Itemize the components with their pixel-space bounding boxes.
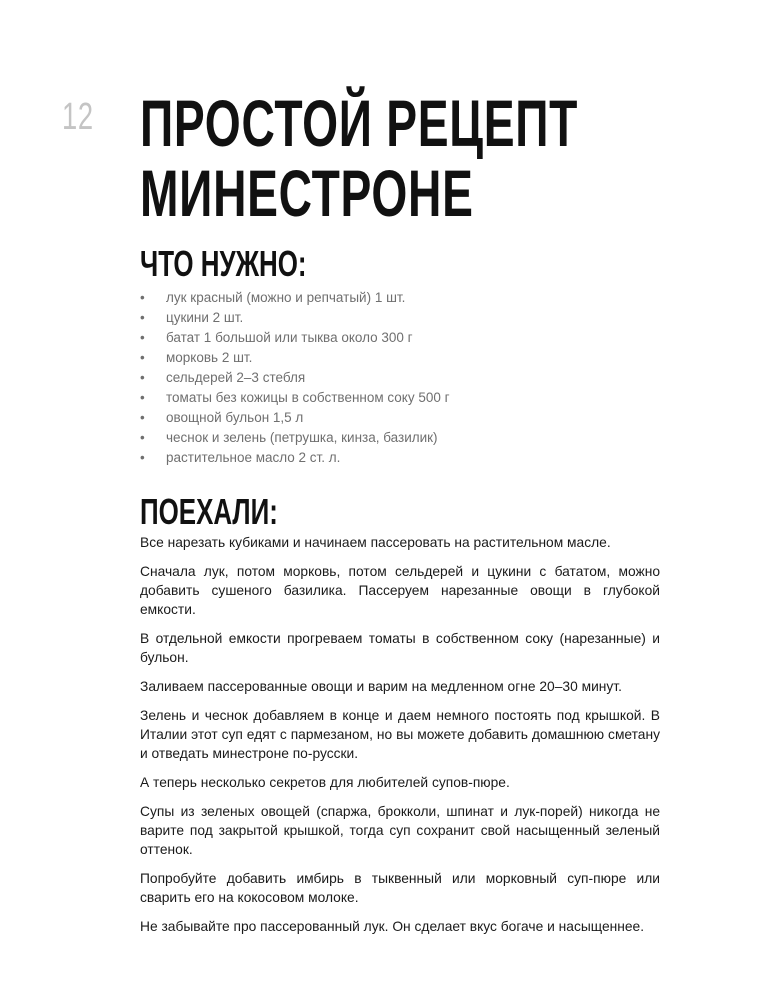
list-item — [140, 388, 450, 408]
ingredient-text: батат 1 большой или тыква около 300 г — [166, 330, 413, 345]
bullet-icon: • — [140, 310, 145, 325]
steps-body — [140, 533, 660, 946]
ingredients-heading: ЧТО НУЖНО: — [140, 243, 307, 284]
list-item — [140, 408, 450, 428]
bullet-icon: • — [140, 390, 145, 405]
list-item — [140, 348, 450, 368]
list-item — [140, 428, 450, 448]
bullet-icon: • — [140, 290, 145, 305]
list-item — [140, 308, 450, 328]
list-item — [140, 328, 450, 348]
ingredient-text: растительное масло 2 ст. л. — [166, 450, 341, 465]
ingredient-text: овощной бульон 1,5 л — [166, 410, 304, 425]
bullet-icon: • — [140, 430, 145, 445]
list-item — [140, 288, 450, 308]
page-title-line-2: МИНЕСТРОНЕ — [140, 156, 474, 230]
ingredients-list — [140, 288, 450, 468]
ingredient-text: морковь 2 шт. — [166, 350, 253, 365]
ingredient-text: цукини 2 шт. — [166, 310, 244, 325]
bullet-icon: • — [140, 410, 145, 425]
bullet-icon: • — [140, 450, 145, 465]
steps-heading: ПОЕХАЛИ: — [140, 491, 278, 532]
page-title — [140, 88, 578, 228]
ingredient-text: сельдерей 2–3 стебля — [166, 370, 306, 385]
step-paragraph: Попробуйте добавить имбирь в тыквенный или морковный суп-пюре или сварить его на кокосовом молоке. — [140, 871, 660, 905]
step-paragraph: А теперь несколько секретов для любителей супов-пюре. — [140, 775, 510, 790]
bullet-icon: • — [140, 350, 145, 365]
list-item — [140, 368, 450, 388]
step-paragraph: Зелень и чеснок добавляем в конце и даем немного постоять под крышкой. В Италии этот суп едят с пармезаном, но вы можете добавить домашнюю сметану и отведать минестроне по-русски. — [140, 708, 660, 761]
ingredient-text: чеснок и зелень (петрушка, кинза, базилик) — [166, 430, 438, 445]
step-paragraph: Супы из зеленых овощей (спаржа, брокколи, шпинат и лук-порей) никогда не варите под закрытой крышкой, тогда суп сохранит свой насыщенный зеленый оттенок. — [140, 804, 660, 857]
bullet-icon: • — [140, 330, 145, 345]
page-title-line-1: ПРОСТОЙ РЕЦЕПТ — [140, 86, 579, 160]
page-number: 12 — [62, 96, 94, 138]
step-paragraph: Не забывайте про пассерованный лук. Он сделает вкус богаче и насыщеннее. — [140, 919, 645, 934]
step-paragraph: В отдельной емкости прогреваем томаты в собственном соку (нарезанные) и бульон. — [140, 631, 660, 665]
ingredient-text: лук красный (можно и репчатый) 1 шт. — [166, 290, 406, 305]
list-item — [140, 448, 450, 468]
step-paragraph: Заливаем пассерованные овощи и варим на медленном огне 20–30 минут. — [140, 679, 622, 694]
ingredient-text: томаты без кожицы в собственном соку 500 г — [166, 390, 450, 405]
bullet-icon: • — [140, 370, 145, 385]
step-paragraph: Сначала лук, потом морковь, потом сельдерей и цукини с бататом, можно добавить сушеного базилика. Пассеруем нарезанные овощи в глубокой емкости. — [140, 564, 660, 617]
step-paragraph: Все нарезать кубиками и начинаем пассеровать на растительном масле. — [140, 535, 611, 550]
